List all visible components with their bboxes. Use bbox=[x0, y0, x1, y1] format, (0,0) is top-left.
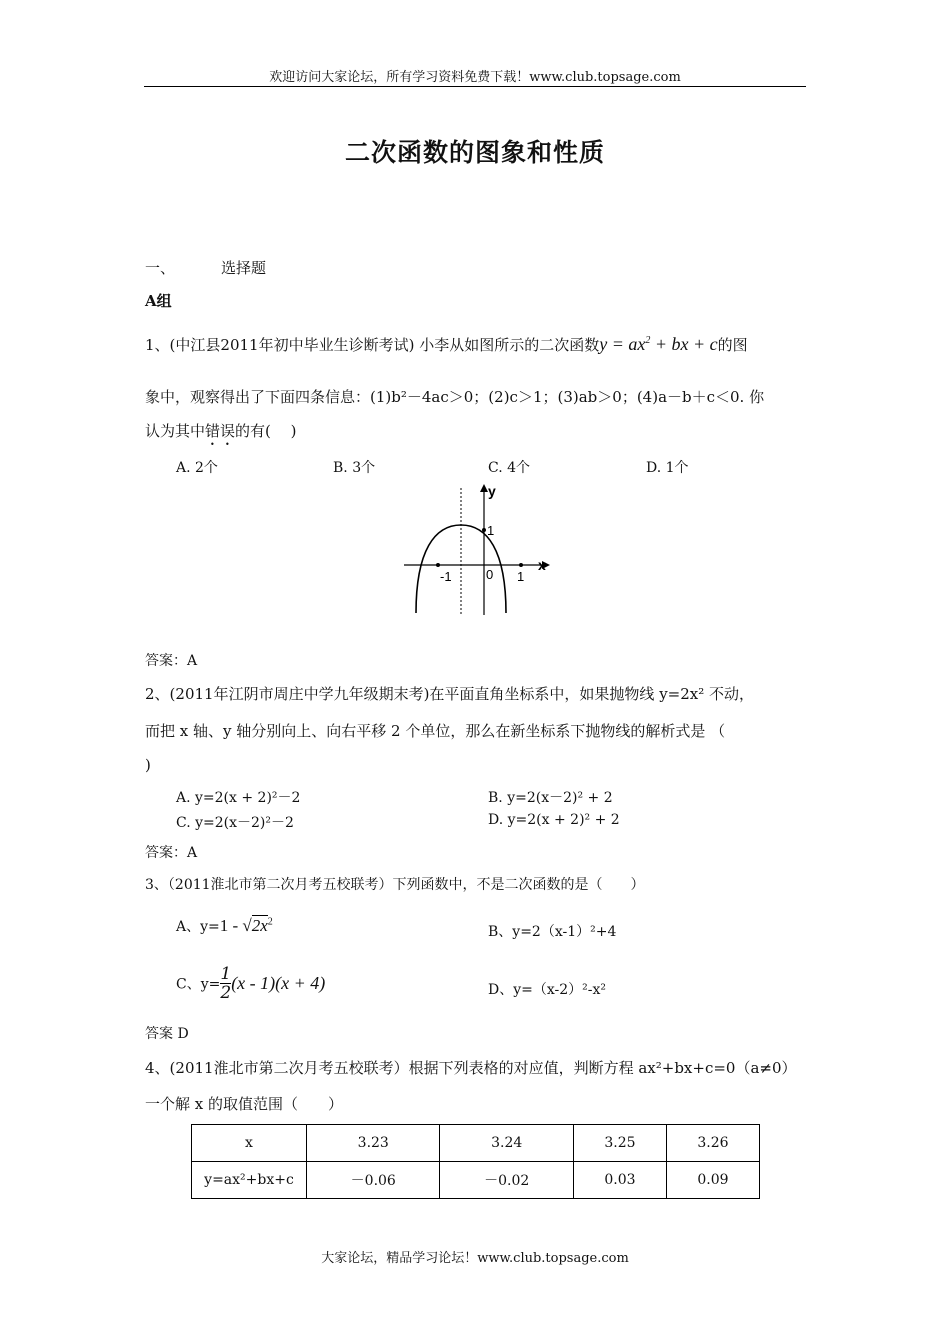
q3-option-a[interactable] bbox=[176, 916, 273, 936]
q1-option-c[interactable]: C. 4个 bbox=[488, 460, 531, 476]
q1-answer: 答案：A bbox=[145, 653, 198, 669]
q3-option-b[interactable]: B、y=2（x-1）²+4 bbox=[488, 924, 617, 940]
table-cell: y=ax²+bx+c bbox=[192, 1162, 307, 1199]
q1-line3-a: 认为其中 bbox=[145, 422, 206, 440]
section-number: 一、 bbox=[145, 259, 176, 277]
point-x-neg1 bbox=[436, 563, 440, 567]
section-label: 选择题 bbox=[221, 259, 267, 277]
table-cell: 0.03 bbox=[573, 1162, 666, 1199]
document-title: 二次函数的图象和性质 bbox=[344, 138, 605, 167]
q4-value-table bbox=[191, 1124, 760, 1199]
y-axis-label: y bbox=[488, 483, 496, 499]
q2-line3: ) bbox=[145, 756, 151, 774]
table-cell: x bbox=[192, 1125, 307, 1162]
point-y-1 bbox=[482, 528, 486, 532]
fraction-denominator: 2 bbox=[220, 983, 232, 1003]
page-header: 欢迎访问大家论坛，所有学习资料免费下载！www.club.topsage.com bbox=[269, 70, 681, 85]
q1-emphasis: 错误 bbox=[205, 422, 236, 440]
table-cell: －0.02 bbox=[440, 1162, 573, 1199]
q2-line1: 2、(2011年江阴市周庄中学九年级期末考)在平面直角坐标系中，如果抛物线 y=2x² 不动， bbox=[145, 685, 755, 703]
section-heading bbox=[145, 257, 266, 278]
q1-text-end: 的图 bbox=[717, 336, 748, 354]
table-row bbox=[192, 1125, 760, 1162]
header-divider bbox=[144, 86, 806, 87]
q1-option-a[interactable]: A. 2个 bbox=[176, 460, 218, 476]
q2-option-d[interactable]: D. y=2(x + 2)² + 2 bbox=[488, 812, 620, 828]
q1-parabola-graph bbox=[400, 480, 560, 620]
q3-option-a-prefix: A、y= bbox=[176, 919, 220, 935]
label-y-one: 1 bbox=[487, 523, 495, 538]
label-neg-one: -1 bbox=[440, 569, 452, 584]
table-cell: 3.26 bbox=[666, 1125, 759, 1162]
table-cell: －0.06 bbox=[307, 1162, 440, 1199]
q4-line2: 一个解 x 的取值范围（ ） bbox=[145, 1095, 343, 1113]
q2-option-a[interactable]: A. y=2(x + 2)²－2 bbox=[176, 790, 301, 806]
q2-answer: 答案：A bbox=[145, 845, 198, 861]
q1-line3 bbox=[145, 420, 297, 449]
table-cell: 3.25 bbox=[573, 1125, 666, 1162]
q1-line2: 象中，观察得出了下面四条信息：(1)b²－4ac＞0；(2)c＞1；(3)ab＞0；(4)a－b＋c＜0. 你 bbox=[145, 388, 765, 406]
q3-option-c-fraction bbox=[220, 965, 231, 1002]
group-label: A组 bbox=[145, 292, 172, 310]
q3-answer: 答案 D bbox=[145, 1026, 189, 1042]
q4-line1: 4、(2011淮北市第二次月考五校联考）根据下列表格的对应值，判断方程 ax²+bx+c=0（a≠0） bbox=[145, 1059, 797, 1077]
fraction-numerator: 1 bbox=[220, 964, 232, 984]
q1-option-d[interactable]: D. 1个 bbox=[646, 460, 689, 476]
q1-line1 bbox=[145, 334, 748, 355]
label-origin: 0 bbox=[486, 567, 494, 582]
table-cell: 3.23 bbox=[307, 1125, 440, 1162]
page-footer: 大家论坛，精品学习论坛！www.club.topsage.com bbox=[321, 1251, 629, 1266]
q2-line2: 而把 x 轴、y 轴分别向上、向右平移 2 个单位，那么在新坐标系下抛物线的解析式是 （ bbox=[145, 722, 726, 740]
point-x-1 bbox=[519, 563, 523, 567]
q1-formula: $y = ax^2$ + bx + c bbox=[599, 334, 718, 354]
q2-option-b[interactable]: B. y=2(x－2)² + 2 bbox=[488, 790, 613, 806]
table-cell: 3.24 bbox=[440, 1125, 573, 1162]
q3-option-a-math: $1 - √2x^2$ bbox=[219, 916, 273, 935]
q2-option-c[interactable]: C. y=2(x－2)²－2 bbox=[176, 815, 294, 831]
q3-option-d[interactable]: D、y=（x-2）²-x² bbox=[488, 982, 607, 998]
q3-option-c[interactable] bbox=[176, 965, 325, 1002]
q3-line1: 3、（2011淮北市第二次月考五校联考）下列函数中，不是二次函数的是（ ） bbox=[145, 877, 645, 893]
label-x-one: 1 bbox=[517, 569, 525, 584]
q3-option-c-prefix: C、y= bbox=[176, 976, 221, 993]
table-cell: 0.09 bbox=[666, 1162, 759, 1199]
q1-line3-b: 的有( ) bbox=[235, 422, 297, 440]
q1-option-b[interactable]: B. 3个 bbox=[333, 460, 376, 476]
x-axis-label: x bbox=[538, 557, 546, 573]
q1-text: 1、(中江县2011年初中毕业生诊断考试) 小李从如图所示的二次函数 bbox=[145, 336, 600, 354]
q3-option-c-rest: (x - 1)(x + 4) bbox=[231, 973, 326, 993]
y-axis-arrow bbox=[480, 484, 488, 492]
table-row bbox=[192, 1162, 760, 1199]
